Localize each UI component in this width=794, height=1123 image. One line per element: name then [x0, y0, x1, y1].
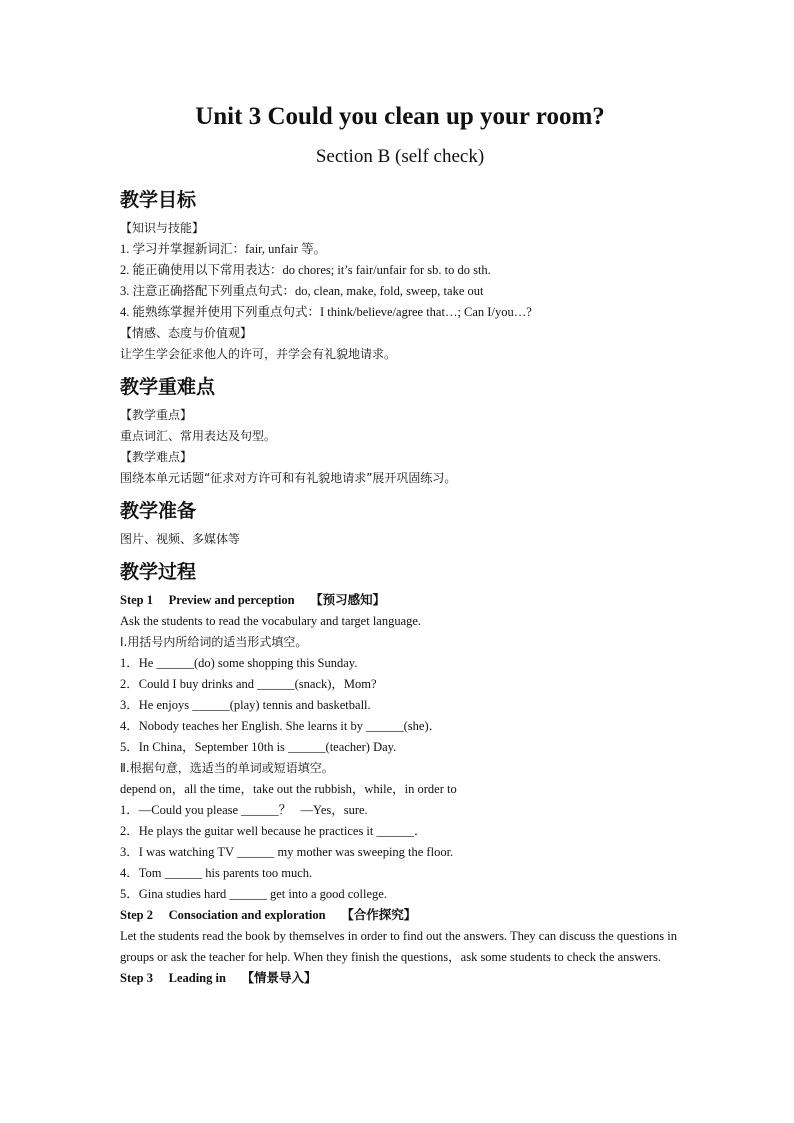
emotion-label: 【情感、态度与价值观】 — [120, 326, 253, 340]
preparation-text: 图片、视频、多媒体等 — [120, 532, 241, 546]
objectives-heading: 教学目标 — [120, 189, 197, 211]
step1-title: Step 1 Preview and perception 【预习感知】 — [120, 593, 386, 607]
step1-intro: Ask the students to read the vocabulary and target language. — [120, 614, 422, 628]
preparation-heading: 教学准备 — [120, 500, 197, 522]
knowledge-label: 【知识与技能】 — [120, 221, 205, 235]
objective-item-3: 3. 注意正确搭配下列重点句式：do, clean, make, fold, sweep, take out — [120, 284, 484, 298]
part2-item-3: 3．I was watching TV ______ my mother was sweeping the floor. — [120, 845, 454, 859]
word-bank: depend on，all the time，take out the rubbish，while，in order to — [120, 782, 457, 796]
part1-label: Ⅰ.用括号内所给词的适当形式填空。 — [120, 635, 308, 649]
part2-item-2: 2．He plays the guitar well because he practices it ______． — [120, 824, 427, 838]
part1-item-3: 3．He enjoys ______(play) tennis and basketball. — [120, 698, 371, 712]
part2-label: Ⅱ.根据句意，选适当的单词或短语填空。 — [120, 761, 334, 775]
difficulty-text: 围绕本单元话题“征求对方许可和有礼貌地请求”展开巩固练习。 — [120, 471, 457, 485]
document-subtitle: Section B (self check) — [315, 146, 485, 167]
part1-item-2: 2．Could I buy drinks and ______(snack)，Mom? — [120, 677, 377, 691]
objective-item-1: 1. 学习并掌握新词汇：fair, unfair 等。 — [120, 242, 327, 256]
step2-text: Let the students read the book by themselves in order to find out the answers. They can discuss the questions in groups or ask the teacher for help. When they finish the questions，ask some students to check the answers. — [120, 929, 677, 964]
part1-item-1: 1．He ______(do) some shopping this Sunday. — [120, 656, 358, 670]
part2-item-5: 5．Gina studies hard ______ get into a good college. — [120, 887, 387, 901]
objective-item-4: 4. 能熟练掌握并使用下列重点句式：I think/believe/agree that…; Can I/you…? — [120, 305, 532, 319]
step2-title: Step 2 Consociation and exploration 【合作探究】 — [120, 908, 417, 922]
step3-title: Step 3 Leading in 【情景导入】 — [120, 971, 317, 985]
document-content — [120, 100, 680, 989]
emotion-text: 让学生学会征求他人的许可，并学会有礼貌地请求。 — [120, 347, 397, 361]
process-heading: 教学过程 — [120, 561, 197, 583]
part1-item-4: 4．Nobody teaches her English. She learns it by ______(she)． — [120, 719, 442, 733]
key-points-heading: 教学重难点 — [120, 376, 216, 398]
part2-item-4: 4．Tom ______ his parents too much. — [120, 866, 313, 880]
difficulty-label: 【教学难点】 — [120, 450, 193, 464]
part2-item-1: 1．—Could you please ______？ —Yes，sure. — [120, 803, 368, 817]
document-title: Unit 3 Could you clean up your room? — [195, 103, 605, 130]
objective-item-2: 2. 能正确使用以下常用表达：do chores; it’s fair/unfair for sb. to do sth. — [120, 263, 491, 277]
focus-text: 重点词汇、常用表达及句型。 — [120, 429, 277, 443]
focus-label: 【教学重点】 — [120, 408, 193, 422]
part1-item-5: 5．In China，September 10th is ______(teacher) Day. — [120, 740, 397, 754]
